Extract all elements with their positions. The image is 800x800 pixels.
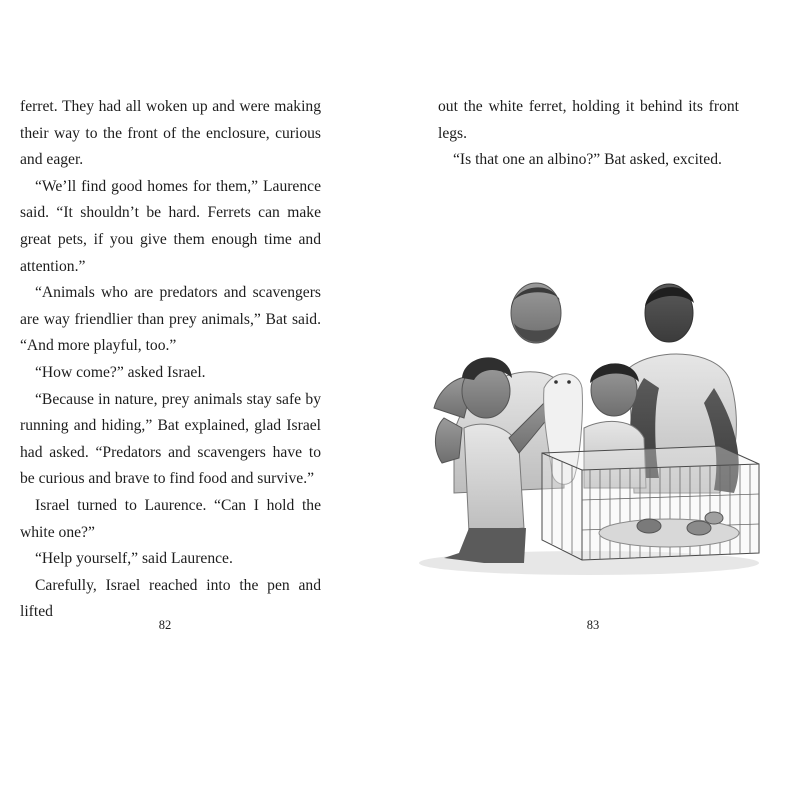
paragraph: “Animals who are predators and scavengers are way friendlier than prey animals,” Bat said. “And more playful, too.” [20, 284, 321, 355]
ferret-pen [542, 446, 759, 560]
right-page-text [438, 94, 739, 174]
paragraph: “Because in nature, prey animals stay safe by running and hiding,” Bat explained, glad Israel had asked. “Predators and scavengers have to be curious and brave to find food and survive.” [20, 390, 321, 488]
paragraph: out the white ferret, holding it behind its front legs. [438, 98, 739, 142]
paragraph: Israel turned to Laurence. “Can I hold the white one?” [20, 496, 321, 541]
paragraph: “How come?” asked Israel. [35, 363, 206, 381]
paragraph: “Help yourself,” said Laurence. [35, 550, 233, 568]
page-number: 83 [586, 618, 600, 632]
paragraph: “Is that one an albino?” Bat asked, excited. [453, 151, 722, 169]
paragraph: Carefully, Israel reached into the pen and lifted [20, 576, 321, 621]
paragraph: “We’ll find good homes for them,” Laurence said. “It shouldn’t be hard. Ferrets can make great pets, if you give them enough time and attention.” [20, 177, 321, 275]
left-page-text [20, 94, 321, 626]
paragraph: ferret. They had all woken up and were making their way to the front of the enclosure, curious and eager. [20, 98, 321, 169]
illustration-ferret-scene [414, 278, 764, 578]
page-number: 82 [158, 618, 172, 632]
